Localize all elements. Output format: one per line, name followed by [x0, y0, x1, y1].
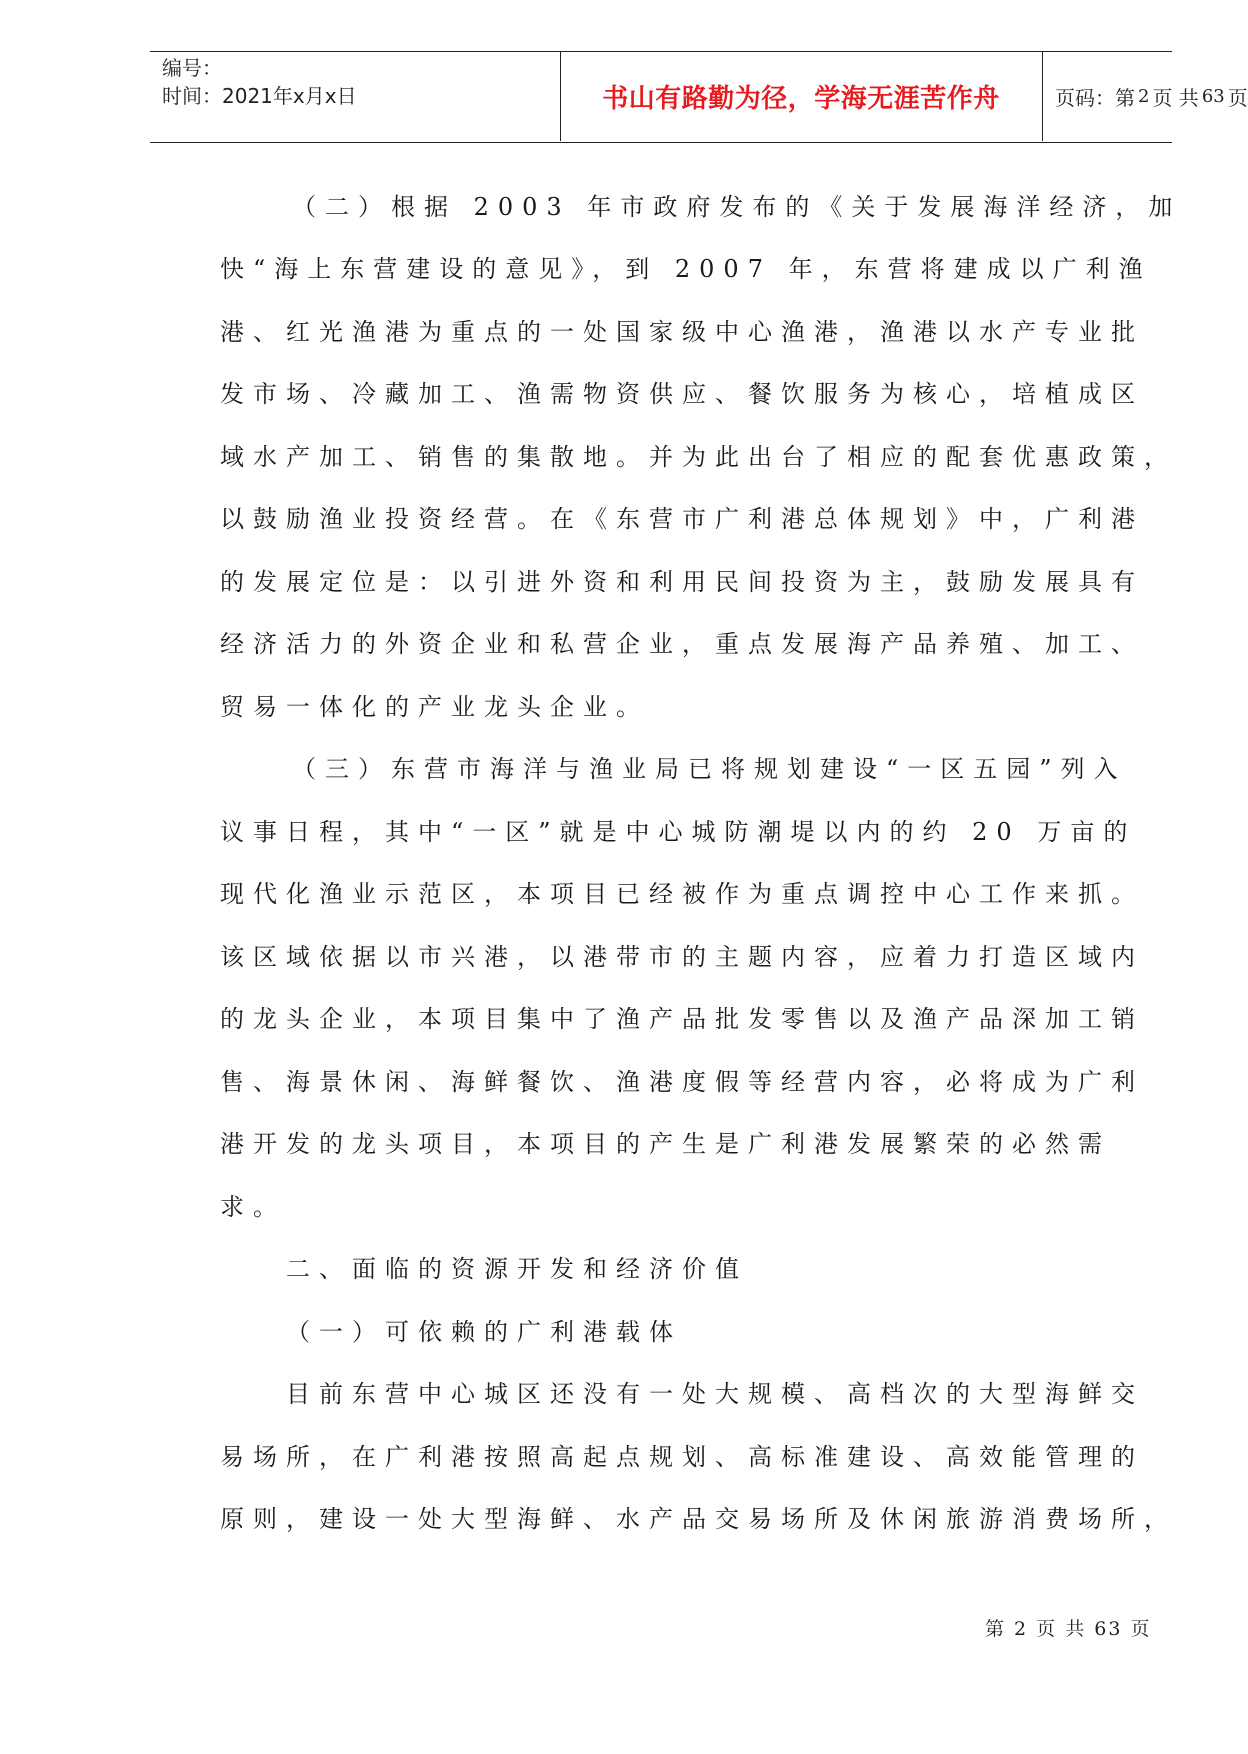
header-motto: 书山有路勤为径，学海无涯苦作舟	[602, 84, 1000, 114]
text-line: 该区域依据以市兴港，以港带市的主题内容，应着力打造区域内	[220, 943, 1144, 971]
serial-number-label: 编号：	[162, 56, 222, 80]
text-line: 售、海景休闲、海鲜餐饮、渔港度假等经营内容，必将成为广利	[220, 1068, 1144, 1096]
page-current: 2	[1138, 86, 1150, 107]
text-line: 求。	[220, 1193, 286, 1221]
page-mid: 页 共	[1152, 86, 1199, 110]
page-suffix: 页	[1227, 86, 1248, 110]
text-line: 目前东营中心城区还没有一处大规模、高档次的大型海鲜交	[286, 1380, 1144, 1408]
page-prefix: 页码：第	[1055, 86, 1135, 110]
text-line: 原则，建设一处大型海鲜、水产品交易场所及休闲旅游消费场所，	[220, 1505, 1177, 1533]
text-line: 经济活力的外资企业和私营企业，重点发展海产品养殖、加工、	[220, 630, 1144, 658]
text-line: （二）根据 2003 年市政府发布的《关于发展海洋经济，加	[292, 193, 1182, 221]
text-line: 的发展定位是：以引进外资和利用民间投资为主，鼓励发展具有	[220, 568, 1144, 596]
section-heading: 二、面临的资源开发和经济价值	[286, 1255, 748, 1283]
text-line: 议事日程，其中“一区”就是中心城防潮堤以内的约 20 万亩的	[220, 818, 1137, 846]
subsection-heading: （一）可依赖的广利港载体	[286, 1318, 682, 1346]
text-line: 贸易一体化的产业龙头企业。	[220, 693, 649, 721]
text-line: 易场所，在广利港按照高起点规划、高标准建设、高效能管理的	[220, 1443, 1144, 1471]
text-line: 现代化渔业示范区，本项目已经被作为重点调控中心工作来抓。	[220, 880, 1144, 908]
page-total: 63	[1201, 86, 1225, 107]
text-line: 的龙头企业，本项目集中了渔产品批发零售以及渔产品深加工销	[220, 1005, 1144, 1033]
text-line: （三）东营市海洋与渔业局已将规划建设“一区五园”列入	[292, 755, 1127, 783]
page-footer: 第 2 页 共 63 页	[985, 1618, 1152, 1640]
page-header	[150, 51, 1248, 143]
text-line: 港、红光渔港为重点的一处国家级中心渔港，渔港以水产专业批	[220, 318, 1144, 346]
header-meta	[162, 54, 557, 110]
header-divider	[1042, 52, 1043, 141]
header-page-number	[1055, 52, 1248, 141]
text-line: 快“海上东营建设的意见》，到 2007 年，东营将建成以广利渔	[220, 255, 1152, 283]
text-line: 发市场、冷藏加工、渔需物资供应、餐饮服务为核心，培植成区	[220, 380, 1144, 408]
text-line: 港开发的龙头项目，本项目的产生是广利港发展繁荣的必然需	[220, 1130, 1111, 1158]
time-label: 时间：2021年x月x日	[162, 84, 357, 108]
text-line: 以鼓励渔业投资经营。在《东营市广利港总体规划》中，广利港	[220, 505, 1144, 533]
text-line: 域水产加工、销售的集散地。并为此出台了相应的配套优惠政策，	[220, 443, 1177, 471]
